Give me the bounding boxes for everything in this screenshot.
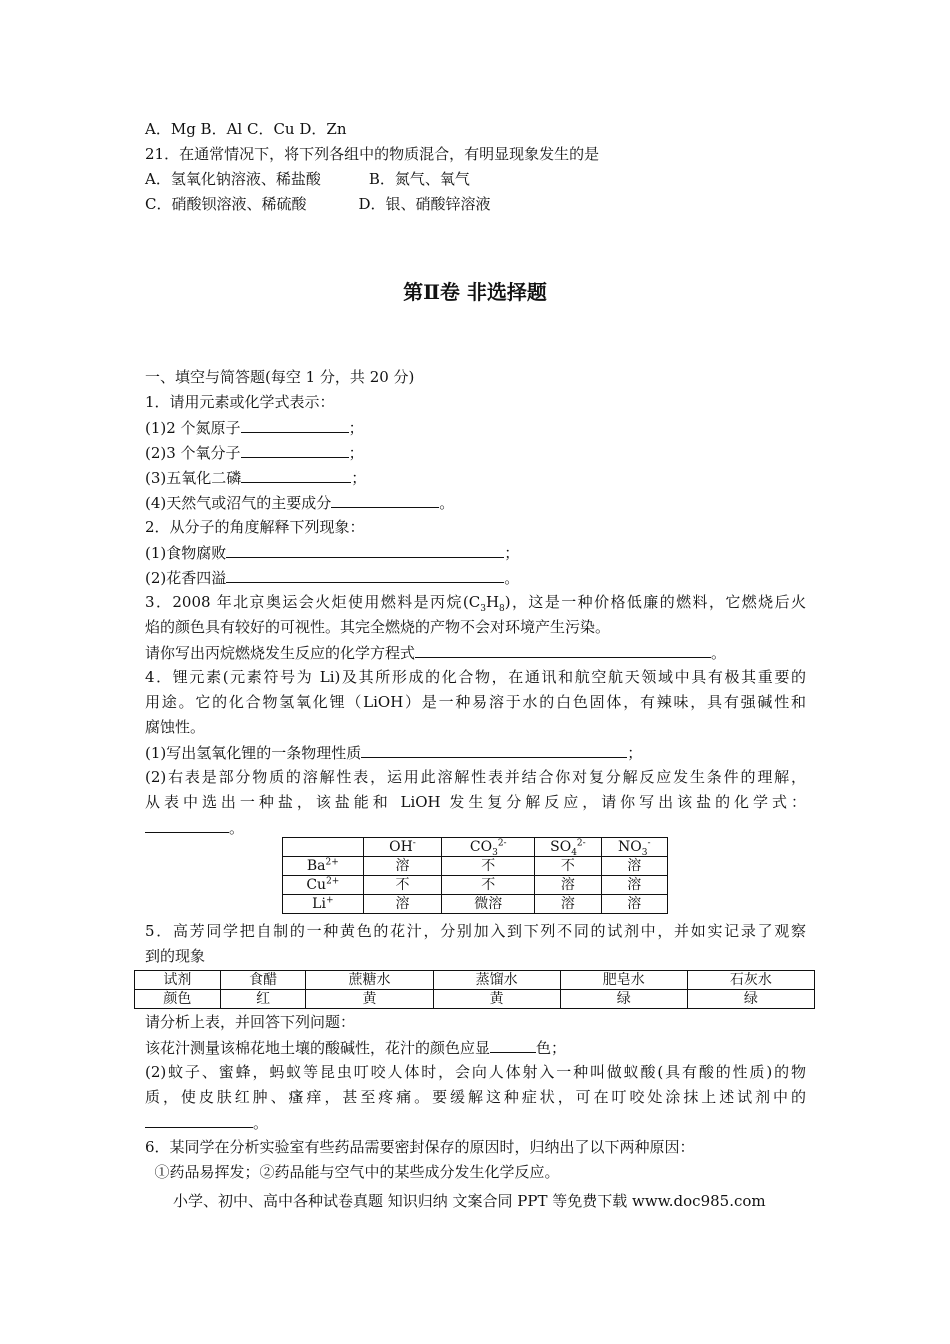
table-cell: 蔗糖水 [306, 971, 433, 990]
solubility-cell: 溶 [535, 895, 601, 914]
solubility-cell: 不 [535, 857, 601, 876]
q3-line-1-a: 3．2008 年北京奥运会火炬使用燃料是丙烷(C [145, 593, 481, 611]
q5-after-2-label: 该花汁测量该棉花地土壤的酸碱性，花汁的颜色应显 [145, 1039, 491, 1057]
solubility-table [282, 837, 668, 914]
q5-color-blank[interactable] [490, 1038, 536, 1053]
table-cell: 绿 [560, 990, 687, 1009]
table-row [283, 857, 668, 876]
q4-salt-formula-blank[interactable] [145, 818, 229, 833]
q21-stem: 21．在通常情况下，将下列各组中的物质混合，有明显现象发生的是 [145, 145, 600, 163]
q1-stem: 1．请用元素或化学式表示： [145, 393, 335, 411]
q21-options-ab [145, 170, 470, 188]
anion-co3-charge: 2- [497, 838, 507, 849]
table-cell: 食醋 [220, 971, 306, 990]
q4-sub-1-blank[interactable] [361, 743, 627, 758]
q6-line-1: 6．某同学在分析实验室有些药品需要密封保存的原因时，归纳出了以下两种原因： [145, 1138, 695, 1156]
table-cell: 石灰水 [687, 971, 814, 990]
q4-sub-2-line-1: (2)右表是部分物质的溶解性表，运用此溶解性表并结合你对复分解反应发生条件的理解， [145, 768, 806, 786]
q1-item-3-blank[interactable] [241, 468, 351, 483]
q3-line-1 [145, 593, 806, 614]
anion-oh-base: OH [389, 839, 413, 855]
cation-li-base: Li [312, 896, 326, 912]
q3-equation-blank[interactable] [415, 643, 711, 658]
cation-cu [283, 876, 364, 895]
table-cell: 黄 [306, 990, 433, 1009]
q5-after-2-end: 色； [536, 1039, 567, 1057]
reagent-color-table [134, 970, 815, 1009]
q1-item-4-end: 。 [439, 494, 455, 512]
q4-sub-1 [145, 743, 642, 762]
q5-line-1: 5．高芳同学把自制的一种黄色的花汁，分别加入到下列不同的试剂中，并如实记录了观察 [145, 922, 806, 940]
solubility-cell: 微溶 [442, 895, 535, 914]
q20-options: A．Mg B．Al C．Cu D．Zn [145, 120, 347, 138]
q1-item-4 [145, 493, 454, 512]
q2-item-1 [145, 543, 519, 562]
anion-no3-base: NO [618, 839, 642, 855]
q21-option-b: B．氮气、氧气 [368, 170, 470, 188]
q2-item-2 [145, 568, 519, 587]
cation-li [283, 895, 364, 914]
anion-so4-base: SO [550, 839, 572, 855]
anion-so4-charge: 2- [576, 838, 586, 849]
q4-sub-1-label: (1)写出氢氧化锂的一条物理性质 [145, 744, 362, 762]
q5-after-2 [145, 1038, 566, 1057]
q1-item-2-end: ； [348, 444, 364, 462]
q5-reagent-blank[interactable] [145, 1113, 253, 1128]
part1-heading: 一、填空与简答题(每空 1 分，共 20 分) [145, 368, 415, 386]
q5-after-3: (2)蚊子、蜜蜂，蚂蚁等昆虫叮咬人体时，会向人体射入一种叫做蚁酸(具有酸的性质)的物 [145, 1063, 806, 1081]
table-row [135, 971, 815, 990]
anion-co3 [442, 838, 535, 857]
cation-cu-base: Cu [306, 877, 327, 893]
q3-line-1-c: )，这是一种价格低廉的燃料，它燃烧后火 [504, 593, 806, 611]
q4-sub-2-line-2: 从表中选出一种盐，该盐能和 LiOH 发生复分解反应，请你写出该盐的化学式： [145, 793, 806, 811]
section-title: 第Ⅱ卷 非选择题 [403, 280, 547, 304]
solubility-cell: 溶 [535, 876, 601, 895]
q2-item-2-end: 。 [504, 569, 520, 587]
q1-item-4-blank[interactable] [331, 493, 439, 508]
q3-line-1-b: H [485, 593, 500, 611]
solubility-cell: 不 [363, 876, 442, 895]
q1-item-1 [145, 418, 364, 437]
q6-line-2: ①药品易挥发；②药品能与空气中的某些成分发生化学反应。 [145, 1163, 560, 1181]
table-row [283, 876, 668, 895]
table-row [135, 990, 815, 1009]
solubility-cell: 溶 [601, 895, 667, 914]
anion-oh [363, 838, 442, 857]
table-row [283, 895, 668, 914]
q21-option-c: C．硝酸钡溶液、稀硫酸 [145, 195, 307, 213]
table-cell: 试剂 [135, 971, 221, 990]
q1-item-1-blank[interactable] [241, 418, 349, 433]
q2-item-1-blank[interactable] [226, 543, 504, 558]
q1-item-3 [145, 468, 366, 487]
solubility-cell: 不 [442, 857, 535, 876]
solubility-cell: 溶 [601, 876, 667, 895]
cation-ba-base: Ba [306, 858, 326, 874]
q2-stem: 2．从分子的角度解释下列现象： [145, 518, 365, 536]
solubility-cell: 溶 [601, 857, 667, 876]
q21-options-cd [145, 195, 491, 213]
q4-sub-2-answer [145, 818, 244, 837]
anion-no3 [601, 838, 667, 857]
q2-item-1-end: ； [504, 544, 520, 562]
q4-line-2: 用途。它的化合物氢氧化锂（LiOH）是一种易溶于水的白色固体，有辣味，具有强碱性和 [145, 693, 806, 711]
q3-line-3-end: 。 [711, 644, 727, 662]
solubility-corner-cell [283, 838, 364, 857]
solubility-cell: 不 [442, 876, 535, 895]
q5-line-2: 到的现象 [145, 947, 206, 965]
q1-item-1-label: (1)2 个氮原子 [145, 419, 241, 437]
q3-line-3-label: 请你写出丙烷燃烧发生反应的化学方程式 [145, 644, 416, 662]
anion-so4-sub: 4 [571, 847, 577, 858]
table-cell: 黄 [433, 990, 560, 1009]
q3-sub-3: 3 [480, 604, 486, 614]
q2-item-1-label: (1)食物腐败 [145, 544, 227, 562]
cation-ba [283, 857, 364, 876]
table-cell: 绿 [687, 990, 814, 1009]
q4-line-3: 腐蚀性。 [145, 718, 206, 736]
q1-item-2-label: (2)3 个氧分子 [145, 444, 241, 462]
anion-no3-sub: 3 [641, 847, 648, 858]
q4-sub-1-end: ； [627, 744, 643, 762]
table-cell: 蒸馏水 [433, 971, 560, 990]
q5-after-4: 质，使皮肤红肿、瘙痒，甚至疼痛。要缓解这种症状，可在叮咬处涂抹上述试剂中的 [145, 1088, 806, 1106]
q2-item-2-label: (2)花香四溢 [145, 569, 227, 587]
solubility-cell: 溶 [363, 895, 442, 914]
q2-item-2-blank[interactable] [226, 568, 504, 583]
footer-text: 小学、初中、高中各种试卷真题 知识归纳 文案合同 PPT 等免费下载 www.doc985.com [173, 1192, 766, 1210]
q1-item-2-blank[interactable] [241, 443, 349, 458]
q1-item-1-end: ； [348, 419, 364, 437]
q3-line-2: 焰的颜色具有较好的可视性。其完全燃烧的产物不会对环境产生污染。 [145, 618, 611, 636]
q1-item-3-end: ； [351, 469, 367, 487]
q1-item-3-label: (3)五氧化二磷 [145, 469, 242, 487]
anion-no3-charge: - [647, 838, 651, 849]
cation-ba-charge: 2+ [325, 857, 339, 868]
q4-sub-2-end: 。 [229, 819, 245, 837]
q21-option-d: D．银、硝酸锌溶液 [358, 195, 491, 213]
anion-co3-sub: 3 [492, 847, 498, 858]
q3-sub-8: 8 [499, 604, 505, 614]
q21-option-a: A．氢氧化钠溶液、稀盐酸 [145, 170, 321, 188]
q5-after-5 [145, 1113, 268, 1132]
q3-line-3 [145, 643, 726, 662]
anion-co3-base: CO [469, 839, 493, 855]
anion-so4 [535, 838, 601, 857]
table-cell: 肥皂水 [560, 971, 687, 990]
table-cell: 红 [220, 990, 306, 1009]
q5-after-5-end: 。 [253, 1114, 269, 1132]
cation-cu-charge: 2+ [326, 876, 340, 887]
cation-li-charge: + [325, 895, 334, 906]
q5-after-1: 请分析上表，并回答下列问题： [145, 1013, 356, 1031]
solubility-header-row [283, 838, 668, 857]
q1-item-4-label: (4)天然气或沼气的主要成分 [145, 494, 332, 512]
q1-item-2 [145, 443, 364, 462]
table-cell: 颜色 [135, 990, 221, 1009]
q4-line-1: 4．锂元素(元素符号为 Li)及其所形成的化合物，在通讯和航空航天领域中具有极其重要的 [145, 668, 806, 686]
solubility-cell: 溶 [363, 857, 442, 876]
anion-oh-charge: - [412, 838, 416, 849]
